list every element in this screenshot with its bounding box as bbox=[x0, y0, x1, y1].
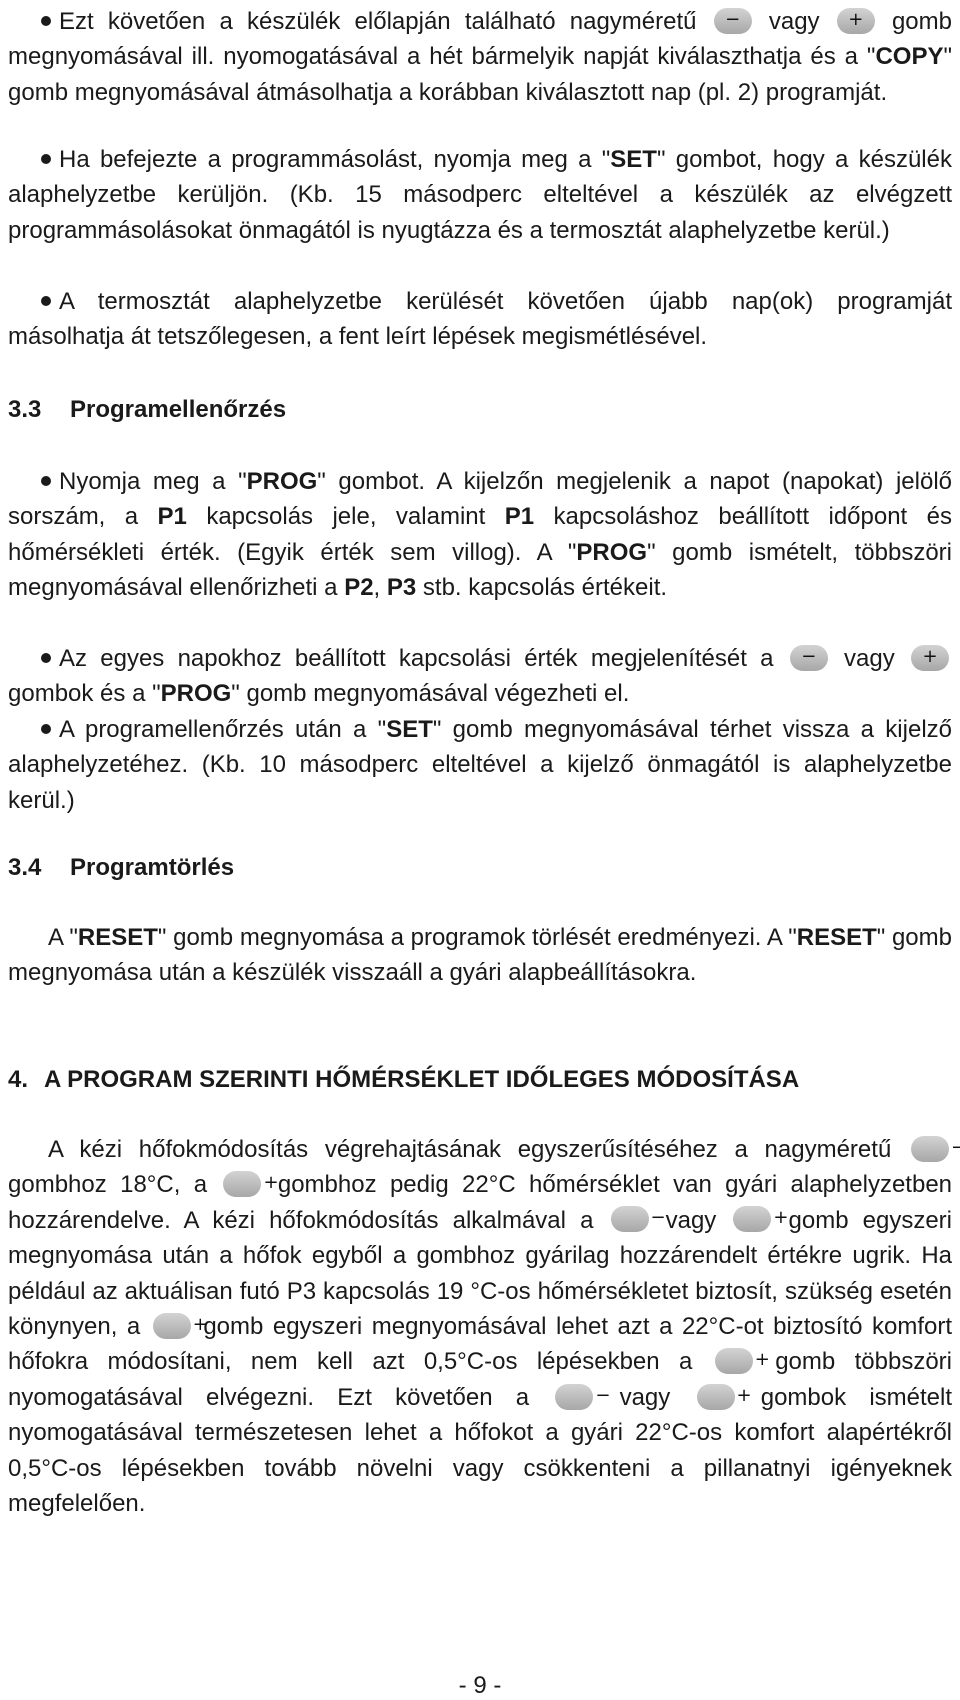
bullet-dot-icon bbox=[41, 296, 51, 306]
plus-button-icon bbox=[697, 1384, 735, 1410]
plus-button-icon bbox=[153, 1313, 191, 1339]
bullet-return-home: A programellenőrzés után a "SET" gomb megnyomásával térhet vissza a kijelző alaphelyzetéhez. (Kb. 10 másodperc elteltével a kijelző önmagától is alaphelyzetbe kerül.) bbox=[8, 716, 952, 814]
page-number: - 9 - bbox=[458, 1672, 502, 1699]
bullet-dot-icon bbox=[41, 653, 51, 663]
bullet-repeat-copy: A termosztát alaphelyzetbe kerülését követően újabb nap(ok) programját másolhatja át tetszőlegesen, a fent leírt lépések megismétlésével. bbox=[8, 288, 952, 351]
section-3-4-heading: 3.4 Programtörlés bbox=[8, 854, 235, 881]
plus-button-icon bbox=[223, 1171, 261, 1197]
minus-button-icon bbox=[911, 1136, 949, 1162]
plus-button-icon bbox=[837, 8, 875, 34]
plus-button-icon bbox=[715, 1348, 753, 1374]
bullet-dot-icon bbox=[41, 724, 51, 734]
minus-button-icon bbox=[714, 8, 752, 34]
section-4-heading: 4. A PROGRAM SZERINTI HŐMÉRSÉKLET IDŐLEGES MÓDOSÍTÁSA bbox=[8, 1066, 800, 1093]
section-3-3-heading: 3.3 Programellenőrzés bbox=[8, 396, 287, 423]
reset-paragraph: A "RESET" gomb megnyomása a programok törlését eredményezi. A "RESET" gomb megnyomása után a készülék visszaáll a gyári alapbeállításokra. bbox=[8, 924, 952, 987]
bullet-dot-icon bbox=[41, 16, 51, 26]
bullet-prog-check: Nyomja meg a "PROG" gombot. A kijelzőn megjelenik a napot (napokat) jelölő sorszám, a P1 kapcsolás jele, valamint P1 kapcsoláshoz beállított időpont és hőmérsékleti érték. (Egyik érték sem villog). A "PROG" gomb ismételt, többszöri megnyomásával ellenőrizheti a P2, P3 stb. kapcsolás értékeit. bbox=[8, 468, 953, 602]
minus-button-icon bbox=[555, 1384, 593, 1410]
bullet-dot-icon bbox=[41, 154, 51, 164]
bullet-dot-icon bbox=[41, 476, 51, 486]
bullet-day-values: Az egyes napokhoz beállított kapcsolási érték megjelenítését a − vagy + gombok és a "PROG" gomb megnyomásával végezheti el. bbox=[8, 641, 952, 712]
plus-button-icon bbox=[733, 1206, 771, 1232]
minus-button-icon bbox=[611, 1206, 649, 1232]
bullet-set-finish: Ha befejezte a programmásolást, nyomja meg a "SET" gombot, hogy a készülék alaphelyzetbe kerüljön. (Kb. 15 másodperc elteltével a készülék az elvégzett programmásolásokat önmagától is nyugtázza és a termosztát alaphelyzetbe kerül.) bbox=[8, 146, 952, 244]
temp-override-paragraph: A kézi hőfokmódosítás végrehajtásának egyszerűsítéséhez a nagyméretű − gombhoz 18°C, a + gombhoz pedig 22°C hőmérséklet van gyári alaphelyzetben hozzárendelve. A kézi hőfokmódosítás alkalmával a − vagy + gomb egyszeri megnyomása után a hőfok egyből a gombhoz gyárilag hozzárendelt értékre ugrik. Ha például az aktuálisan futó P3 kapcsolás 19 °C-os hőmérsékletet biztosít, szükség esetén könynyen, a + gomb egyszeri megnyomásával lehet azt a 22°C-ot biztosító komfort hőfokra módosítani, nem kell azt 0,5°C-os lépésekben a + gomb többszöri nyomogatásával elvégezni. Ezt követően a − vagy + gombok ismételt nyomogatásával természetesen lehet a hőfokot a gyári 22°C-os komfort alapértékről 0,5°C-os lépésekben tovább növelni vagy csökkenteni a pillanatnyi igényeknek megfelelően. bbox=[8, 1132, 952, 1521]
minus-button-icon bbox=[790, 645, 828, 671]
bullet-copy-day: Ezt követően a készülék előlapján található nagyméretű − vagy + gomb megnyomásával ill. nyomogatásával a hét bármelyik napját kiválaszthatja és a "COPY" gomb megnyomásával átmásolhatja a korábban kiválasztott nap (pl. 2) programját. bbox=[8, 4, 952, 110]
plus-button-icon bbox=[911, 645, 949, 671]
